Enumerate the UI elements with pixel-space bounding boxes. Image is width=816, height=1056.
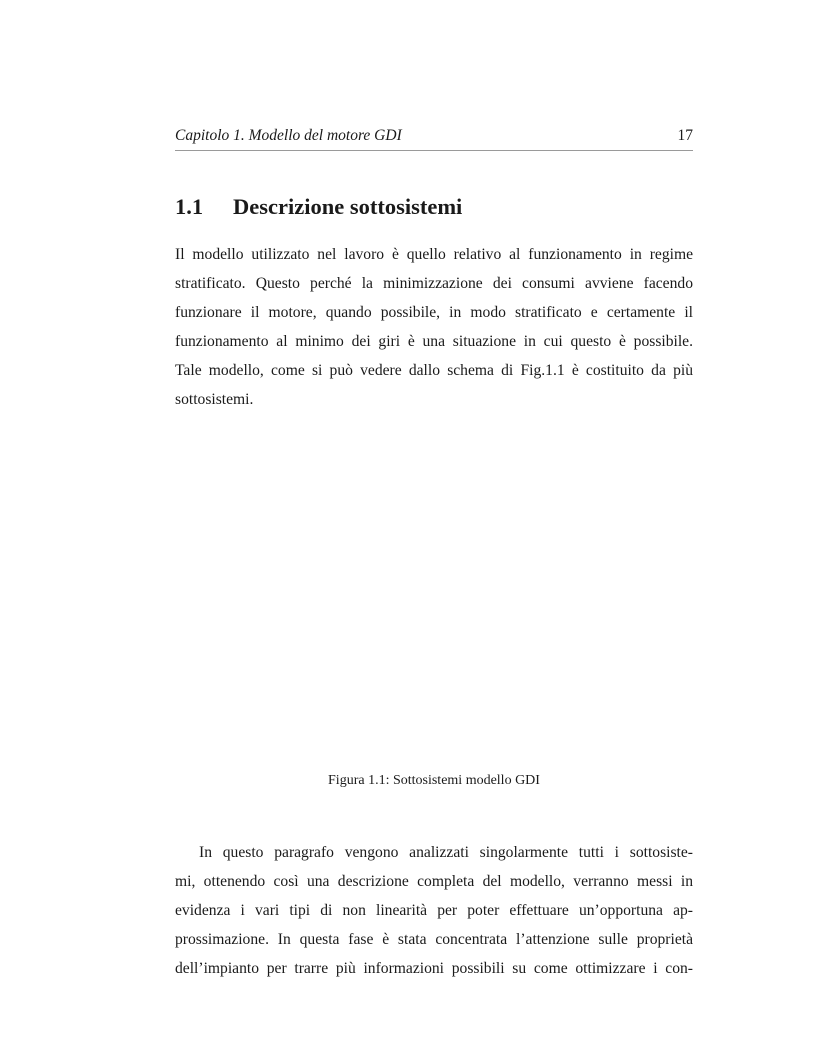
body-paragraph <box>175 838 693 983</box>
header-rule <box>175 150 693 151</box>
section-number: 1.1 <box>175 194 204 219</box>
section-heading <box>175 194 462 220</box>
text-line: Tale modello, come si può vedere dallo schema di Fig.1.1 è costituito da più <box>175 362 693 379</box>
page-number: 17 <box>677 127 693 144</box>
text-line: Il modello utilizzato nel lavoro è quello relativo al funzionamento in regime <box>175 246 693 263</box>
text-line: funzionare il motore, quando possibile, in modo stratificato e certamente il <box>175 304 693 321</box>
text-line: In questo paragrafo vengono analizzati singolarmente tutti i sottosiste- <box>199 844 693 861</box>
text-line: stratificato. Questo perché la minimizzazione dei consumi avviene facendo <box>175 275 693 292</box>
chapter-title: Capitolo 1. Modello del motore GDI <box>175 127 402 144</box>
figure-caption: Figura 1.1: Sottosistemi modello GDI <box>328 773 540 788</box>
text-line: sottosistemi. <box>175 391 254 408</box>
text-line: prossimazione. In questa fase è stata concentrata l’attenzione sulle proprietà <box>175 931 693 948</box>
running-header <box>175 127 693 149</box>
text-line: funzionamento al minimo dei giri è una situazione in cui questo è possibile. <box>175 333 693 350</box>
text-line: dell’impianto per trarre più informazioni possibili su come ottimizzare i con- <box>175 960 693 977</box>
text-line: evidenza i vari tipi di non linearità per poter effettuare un’opportuna ap- <box>175 902 693 919</box>
figure-placeholder <box>175 420 693 760</box>
intro-paragraph <box>175 240 693 414</box>
text-line: mi, ottenendo così una descrizione completa del modello, verranno messi in <box>175 873 693 890</box>
section-title: Descrizione sottosistemi <box>233 194 463 219</box>
